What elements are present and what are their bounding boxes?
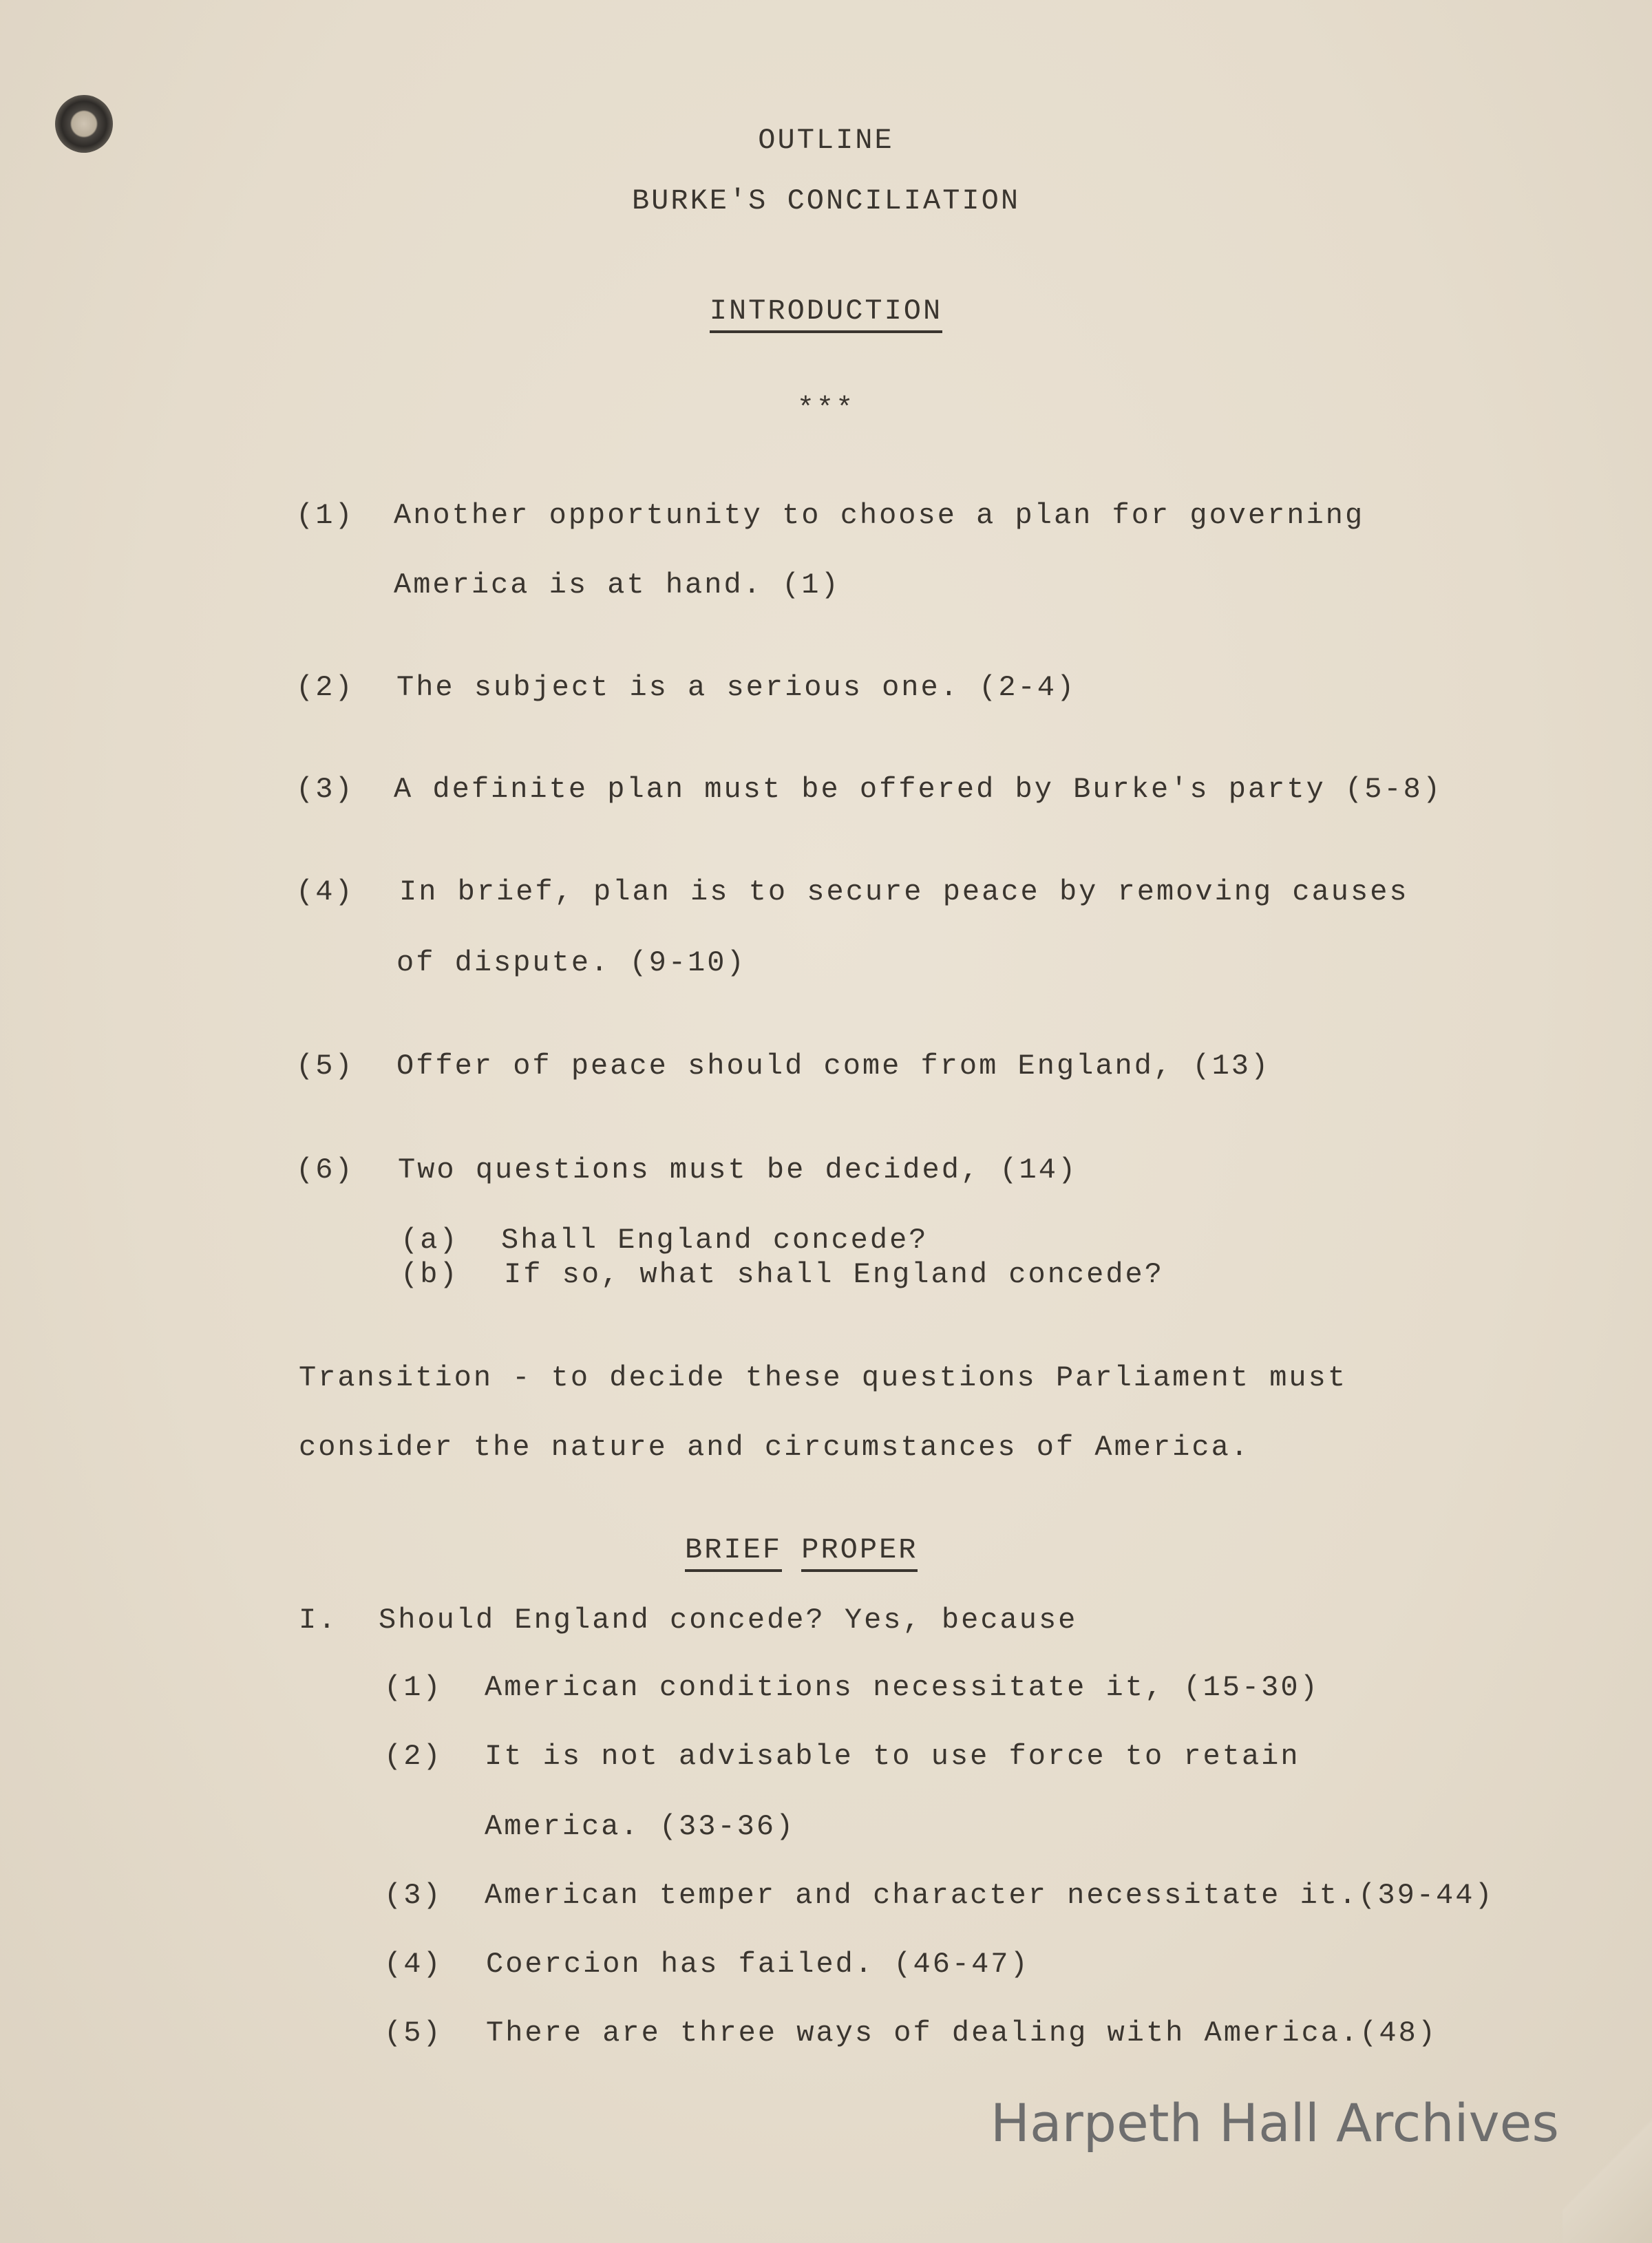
page-subtitle: BURKE'S CONCILIATION [631, 184, 1021, 217]
intro-item-text: In brief, plan is to secure peace by removing causes [399, 875, 1409, 908]
intro-item-text: Another opportunity to choose a plan for governing [394, 499, 1365, 532]
sub-item-text: If so, what shall England concede? [504, 1258, 1164, 1291]
intro-item-num: (5) [296, 1050, 354, 1083]
page-title: OUTLINE [758, 124, 894, 157]
introduction-heading: INTRODUCTION [710, 295, 942, 333]
intro-item-num: (3) [296, 773, 354, 806]
brief-item-text: America. (33-36) [485, 1810, 796, 1843]
brief-item-text: There are three ways of dealing with America.(48) [486, 2017, 1438, 2050]
brief-heading-word: BRIEF [685, 1533, 782, 1572]
intro-item-text: America is at hand. (1) [394, 568, 840, 602]
intro-item-text: Two questions must be decided, (14) [398, 1154, 1078, 1187]
brief-item-text: American temper and character necessitate it.(39-44) [485, 1879, 1494, 1912]
introduction-heading-wrap [0, 295, 1652, 328]
brief-proper-heading [685, 1533, 918, 1566]
sub-item-num: (b) [401, 1258, 459, 1291]
intro-item-text: A definite plan must be offered by Burke's party (5-8) [394, 773, 1443, 806]
brief-item-text: American conditions necessitate it, (15-30) [485, 1671, 1320, 1704]
transition-text: Transition - to decide these questions Parliament must [299, 1361, 1348, 1394]
sub-item-num: (a) [401, 1224, 459, 1257]
brief-item-num: (3) [384, 1879, 443, 1912]
intro-item-num: (4) [296, 875, 354, 908]
main-point-text: Should England concede? Yes, because [379, 1604, 1078, 1637]
brief-item-text: Coercion has failed. (46-47) [486, 1948, 1030, 1981]
intro-item-num: (2) [296, 671, 354, 704]
brief-item-num: (4) [384, 1948, 443, 1981]
main-point-num: I. [299, 1604, 338, 1637]
brief-item-num: (5) [384, 2017, 443, 2050]
archive-watermark: Harpeth Hall Archives [990, 2092, 1559, 2154]
page-corner [1563, 2092, 1652, 2243]
separator: *** [796, 392, 856, 425]
intro-item-text: of dispute. (9-10) [396, 946, 746, 979]
brief-item-num: (1) [384, 1671, 443, 1704]
intro-item-text: Offer of peace should come from England, (13) [396, 1050, 1271, 1083]
intro-item-num: (6) [296, 1154, 354, 1187]
intro-item-num: (1) [296, 499, 354, 532]
intro-item-text: The subject is a serious one. (2-4) [396, 671, 1077, 704]
transition-text: consider the nature and circumstances of America. [299, 1431, 1251, 1464]
sub-item-text: Shall England concede? [501, 1224, 929, 1257]
brief-item-num: (2) [384, 1740, 443, 1773]
proper-heading-word: PROPER [801, 1533, 918, 1572]
brief-item-text: It is not advisable to use force to retain [485, 1740, 1300, 1773]
